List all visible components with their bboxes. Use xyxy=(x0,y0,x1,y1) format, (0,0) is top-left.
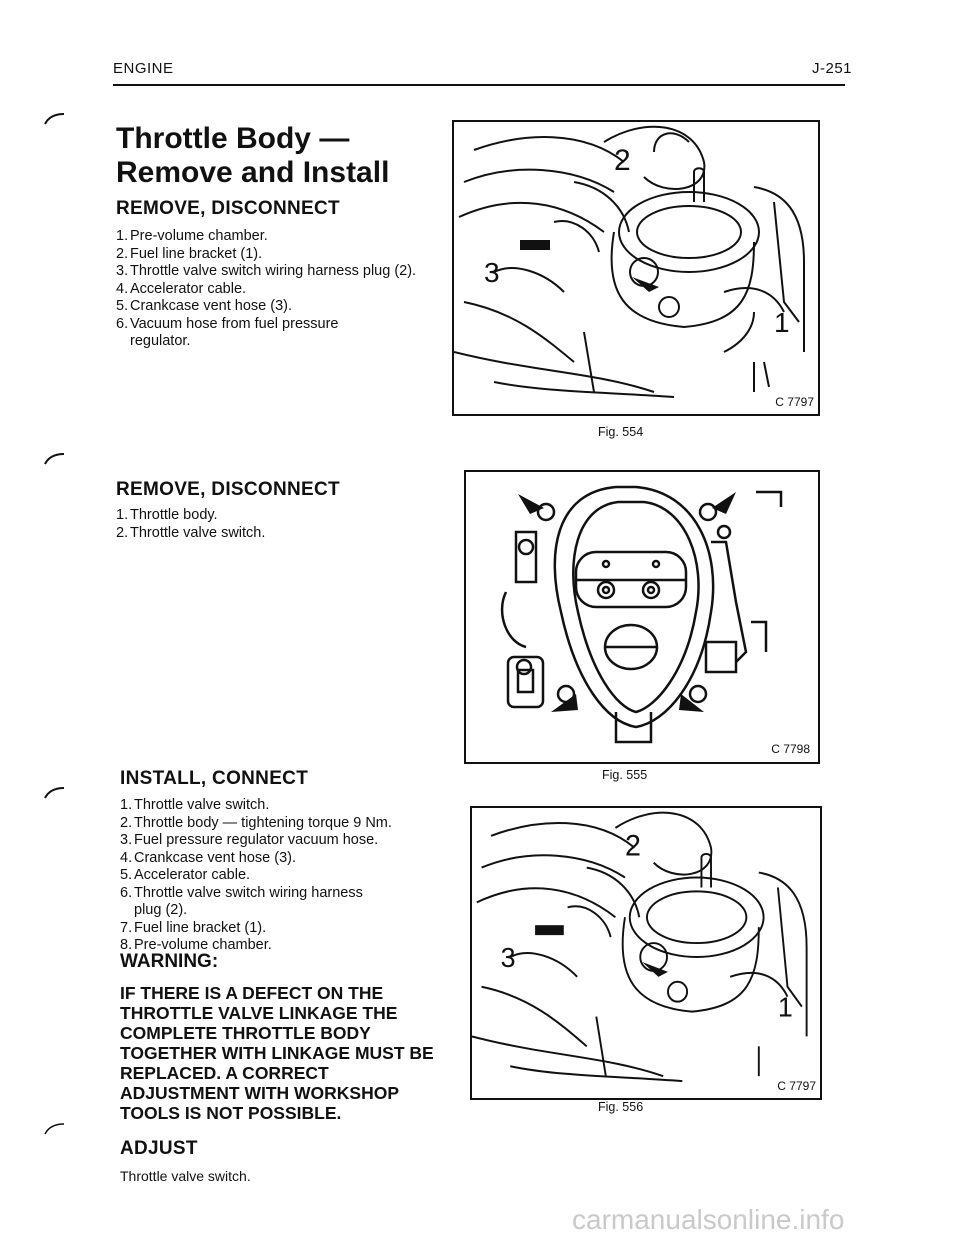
list-item: 2. Fuel line bracket (1). xyxy=(116,245,263,262)
binding-mark xyxy=(44,112,66,126)
procedure-list xyxy=(116,507,436,542)
list-item: 1. Throttle valve switch. xyxy=(120,797,270,813)
callout-2: 2 xyxy=(614,144,631,177)
list-item: 1. Throttle body. xyxy=(116,507,218,523)
list-item: 2. Throttle valve switch. xyxy=(116,524,266,541)
engine-illustration xyxy=(472,808,820,1098)
callout-1: 1 xyxy=(774,307,790,338)
section-heading: INSTALL, CONNECT xyxy=(120,768,309,789)
figure-code: C 7797 xyxy=(777,1079,816,1093)
callout-3: 3 xyxy=(500,941,516,974)
list-item: 5. Crankcase vent hose (3). xyxy=(116,298,292,314)
header-rule xyxy=(113,84,845,86)
list-item: 1. Pre-volume chamber. xyxy=(116,228,268,244)
warning-text: IF THERE IS A DEFECT ON THE THROTTLE VALVE LINKAGE THE COMPLETE THROTTLE BODY TOGETHER WITH LINKAGE MUST BE REPLACED. A CORRECT ADJUSTMENT WITH WORKSHOP TOOLS IS NOT POSSIBLE. xyxy=(120,983,434,1123)
figure-throttle-body xyxy=(464,470,820,764)
binding-mark xyxy=(44,1122,66,1136)
list-item: 6. Throttle valve switch wiring harness plug (2). xyxy=(120,884,363,918)
binding-mark xyxy=(44,452,66,466)
procedure-list xyxy=(120,797,450,955)
list-item: 7. Fuel line bracket (1). xyxy=(120,919,267,936)
figure-caption: Fig. 555 xyxy=(602,768,648,782)
header-section: ENGINE xyxy=(113,60,174,77)
arrow-icon xyxy=(551,694,578,712)
callout-2: 2 xyxy=(624,830,641,863)
figure-throttle-installed-repeat xyxy=(470,806,822,1100)
list-item: 4. Accelerator cable. xyxy=(116,280,247,297)
list-item: 6. Vacuum hose from fuel pressure regulator. xyxy=(116,315,339,349)
section-heading: REMOVE, DISCONNECT xyxy=(116,479,340,500)
throttle-body-illustration xyxy=(466,472,818,762)
adjust-text: Throttle valve switch. xyxy=(120,1168,251,1184)
list-item: 2. Throttle body — tightening torque 9 Nm. xyxy=(120,814,392,831)
figure-code: C 7798 xyxy=(771,742,810,756)
list-item: 3. Throttle valve switch wiring harness plug (2). xyxy=(116,263,417,279)
section-heading: ADJUST xyxy=(120,1138,198,1159)
figure-code: C 7797 xyxy=(775,395,814,409)
list-item: 8. Pre-volume chamber. xyxy=(120,937,272,953)
watermark: carmanualsonline.info xyxy=(572,1204,845,1235)
arrow-icon xyxy=(518,494,544,514)
figure-caption: Fig. 554 xyxy=(598,425,644,439)
figure-caption: Fig. 556 xyxy=(598,1100,644,1114)
figure-throttle-installed xyxy=(452,120,820,416)
binding-mark xyxy=(44,786,66,800)
callout-1: 1 xyxy=(777,991,793,1023)
procedure-list xyxy=(116,228,444,351)
list-item: 5. Accelerator cable. xyxy=(120,867,251,883)
list-item: 4. Crankcase vent hose (3). xyxy=(120,849,296,866)
callout-3: 3 xyxy=(484,257,500,288)
list-item: 3. Fuel pressure regulator vacuum hose. xyxy=(120,832,379,848)
engine-illustration xyxy=(454,122,818,414)
header-page-number: J-251 xyxy=(812,60,853,77)
page-title: Throttle Body — Remove and Install xyxy=(116,122,390,189)
warning-heading: WARNING: xyxy=(120,951,219,972)
section-heading: REMOVE, DISCONNECT xyxy=(116,198,340,219)
